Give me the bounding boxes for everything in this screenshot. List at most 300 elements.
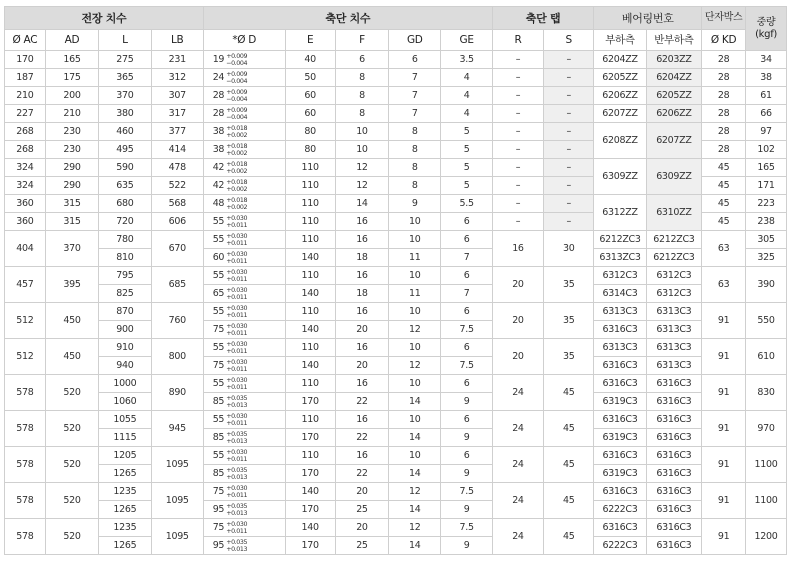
tol-upper: +0.030 <box>226 268 248 276</box>
cell-ge: 7 <box>441 285 492 303</box>
cell-f: 16 <box>335 231 388 249</box>
cell-ac: 578 <box>5 447 46 483</box>
cell-f: 18 <box>335 285 388 303</box>
d-tolerance <box>226 359 247 373</box>
cell-ad: 290 <box>45 177 98 195</box>
d-nominal: 55 <box>212 341 225 353</box>
cell-d <box>203 231 285 249</box>
cell-bearing-antiload: 6310ZZ <box>646 195 701 231</box>
cell-bearing-load: 6222C3 <box>594 501 646 519</box>
d-value <box>208 467 280 481</box>
cell-gd: 7 <box>389 69 441 87</box>
d-value <box>208 233 280 247</box>
spec-table <box>4 6 787 555</box>
cell-lb: 568 <box>151 195 203 213</box>
cell-f: 10 <box>335 141 388 159</box>
cell-r: – <box>492 69 543 87</box>
cell-bearing-load: 6208ZZ <box>594 123 646 159</box>
cell-r: 20 <box>492 303 543 339</box>
cell-f: 25 <box>335 537 388 555</box>
tol-upper: +0.030 <box>226 358 248 366</box>
d-tolerance <box>226 467 247 481</box>
cell-bearing-load: 6313C3 <box>594 339 646 357</box>
cell-bearing-antiload: 6203ZZ <box>646 51 701 69</box>
tol-lower: −0.004 <box>226 77 248 85</box>
cell-gd: 8 <box>389 123 441 141</box>
d-value <box>208 377 280 391</box>
cell-s: – <box>544 69 594 87</box>
cell-ge: 6 <box>441 267 492 285</box>
table-row <box>5 69 787 87</box>
cell-d <box>203 411 285 429</box>
d-nominal: 28 <box>212 107 225 119</box>
d-nominal: 95 <box>212 539 225 551</box>
cell-ad: 290 <box>45 159 98 177</box>
cell-ge: 9 <box>441 465 492 483</box>
d-tolerance <box>226 395 247 409</box>
cell-weight: 171 <box>746 177 787 195</box>
cell-gd: 11 <box>389 285 441 303</box>
d-nominal: 95 <box>212 503 225 515</box>
cell-bearing-antiload: 6316C3 <box>646 537 701 555</box>
table-row <box>5 447 787 465</box>
cell-gd: 8 <box>389 177 441 195</box>
d-tolerance <box>226 233 247 247</box>
d-nominal: 42 <box>212 161 225 173</box>
cell-bearing-antiload: 6205ZZ <box>646 87 701 105</box>
cell-ac: 457 <box>5 267 46 303</box>
table-row <box>5 249 787 267</box>
col-antiload: 반부하측 <box>646 30 701 51</box>
cell-s: – <box>544 159 594 177</box>
cell-s: – <box>544 105 594 123</box>
table-row <box>5 105 787 123</box>
cell-d <box>203 321 285 339</box>
cell-lb: 760 <box>151 303 203 339</box>
cell-weight: 238 <box>746 213 787 231</box>
cell-ge: 5 <box>441 123 492 141</box>
cell-ge: 9 <box>441 429 492 447</box>
cell-ac: 268 <box>5 141 46 159</box>
cell-r: 24 <box>492 519 543 555</box>
tol-lower: +0.011 <box>226 257 248 265</box>
tol-lower: +0.011 <box>226 293 248 301</box>
d-tolerance <box>226 143 247 157</box>
tol-upper: +0.030 <box>226 214 248 222</box>
cell-lb: 1095 <box>151 447 203 483</box>
tol-lower: +0.013 <box>226 437 248 445</box>
col-ad: AD <box>45 30 98 51</box>
d-value <box>208 287 280 301</box>
cell-bearing-load: 6222C3 <box>594 537 646 555</box>
tol-lower: +0.011 <box>226 455 248 463</box>
cell-kd: 28 <box>702 87 746 105</box>
cell-d <box>203 267 285 285</box>
tol-lower: +0.011 <box>226 311 248 319</box>
cell-e: 170 <box>285 465 335 483</box>
cell-ge: 6 <box>441 447 492 465</box>
cell-gd: 14 <box>389 429 441 447</box>
cell-d <box>203 393 285 411</box>
cell-bearing-antiload: 6212ZC3 <box>646 249 701 267</box>
tol-upper: +0.030 <box>226 250 248 258</box>
cell-lb: 606 <box>151 213 203 231</box>
cell-weight: 550 <box>746 303 787 339</box>
cell-gd: 7 <box>389 87 441 105</box>
cell-ac: 360 <box>5 213 46 231</box>
cell-l: 780 <box>99 231 151 249</box>
d-value <box>208 413 280 427</box>
tol-upper: +0.030 <box>226 340 248 348</box>
cell-l: 380 <box>99 105 151 123</box>
d-nominal: 75 <box>212 359 225 371</box>
tol-upper: +0.009 <box>226 70 248 78</box>
cell-e: 140 <box>285 321 335 339</box>
cell-d <box>203 51 285 69</box>
cell-gd: 10 <box>389 267 441 285</box>
cell-l: 370 <box>99 87 151 105</box>
cell-kd: 28 <box>702 105 746 123</box>
tol-upper: +0.030 <box>226 376 248 384</box>
cell-bearing-load: 6206ZZ <box>594 87 646 105</box>
d-tolerance <box>226 287 247 301</box>
cell-f: 18 <box>335 249 388 267</box>
cell-gd: 7 <box>389 105 441 123</box>
d-value <box>208 71 280 85</box>
cell-l: 275 <box>99 51 151 69</box>
cell-lb: 478 <box>151 159 203 177</box>
cell-weight: 165 <box>746 159 787 177</box>
cell-f: 22 <box>335 393 388 411</box>
cell-d <box>203 429 285 447</box>
cell-l: 1060 <box>99 393 151 411</box>
cell-gd: 8 <box>389 159 441 177</box>
cell-bearing-load: 6314C3 <box>594 285 646 303</box>
cell-s: 30 <box>544 231 594 267</box>
cell-lb: 1095 <box>151 519 203 555</box>
d-nominal: 24 <box>212 71 225 83</box>
table-row <box>5 483 787 501</box>
tol-lower: +0.011 <box>226 275 248 283</box>
cell-l: 1000 <box>99 375 151 393</box>
cell-f: 10 <box>335 123 388 141</box>
cell-s: 35 <box>544 267 594 303</box>
cell-bearing-antiload: 6316C3 <box>646 393 701 411</box>
cell-bearing-load: 6316C3 <box>594 519 646 537</box>
col-load: 부하측 <box>594 30 646 51</box>
cell-d <box>203 285 285 303</box>
tol-lower: +0.002 <box>226 167 248 175</box>
cell-gd: 12 <box>389 483 441 501</box>
cell-e: 110 <box>285 195 335 213</box>
d-nominal: 75 <box>212 323 225 335</box>
cell-ge: 6 <box>441 303 492 321</box>
table-row <box>5 429 787 447</box>
cell-e: 140 <box>285 249 335 267</box>
d-value <box>208 305 280 319</box>
tol-lower: +0.011 <box>226 221 248 229</box>
cell-ac: 324 <box>5 177 46 195</box>
cell-r: – <box>492 159 543 177</box>
cell-d <box>203 447 285 465</box>
cell-ac: 512 <box>5 303 46 339</box>
cell-e: 110 <box>285 213 335 231</box>
cell-ge: 4 <box>441 105 492 123</box>
cell-lb: 377 <box>151 123 203 141</box>
cell-d <box>203 213 285 231</box>
table-row <box>5 123 787 141</box>
cell-bearing-load: 6313C3 <box>594 303 646 321</box>
d-tolerance <box>226 89 247 103</box>
cell-gd: 11 <box>389 249 441 267</box>
cell-l: 1265 <box>99 465 151 483</box>
tol-lower: +0.013 <box>226 473 248 481</box>
cell-e: 50 <box>285 69 335 87</box>
cell-l: 870 <box>99 303 151 321</box>
tol-upper: +0.030 <box>226 232 248 240</box>
cell-d <box>203 105 285 123</box>
cell-r: 24 <box>492 411 543 447</box>
cell-ge: 9 <box>441 537 492 555</box>
tol-lower: −0.004 <box>226 59 248 67</box>
cell-bearing-load: 6316C3 <box>594 447 646 465</box>
cell-bearing-antiload: 6206ZZ <box>646 105 701 123</box>
cell-s: – <box>544 141 594 159</box>
cell-r: – <box>492 177 543 195</box>
d-value <box>208 323 280 337</box>
cell-d <box>203 303 285 321</box>
table-row <box>5 231 787 249</box>
cell-gd: 10 <box>389 411 441 429</box>
cell-l: 1205 <box>99 447 151 465</box>
cell-f: 16 <box>335 213 388 231</box>
d-value <box>208 269 280 283</box>
tol-lower: +0.011 <box>226 239 248 247</box>
cell-l: 495 <box>99 141 151 159</box>
col-d: *Ø D <box>203 30 285 51</box>
cell-ac: 512 <box>5 339 46 375</box>
tol-lower: −0.004 <box>226 113 248 121</box>
cell-bearing-load: 6204ZZ <box>594 51 646 69</box>
cell-r: 16 <box>492 231 543 267</box>
cell-bearing-antiload: 6204ZZ <box>646 69 701 87</box>
cell-l: 1265 <box>99 537 151 555</box>
cell-kd: 28 <box>702 141 746 159</box>
tol-upper: +0.009 <box>226 88 248 96</box>
tol-upper: +0.030 <box>226 286 248 294</box>
cell-r: – <box>492 213 543 231</box>
d-value <box>208 179 280 193</box>
cell-weight: 1100 <box>746 447 787 483</box>
cell-r: – <box>492 87 543 105</box>
d-value <box>208 125 280 139</box>
cell-l: 1055 <box>99 411 151 429</box>
cell-ad: 520 <box>45 411 98 447</box>
cell-bearing-antiload: 6316C3 <box>646 483 701 501</box>
cell-f: 16 <box>335 339 388 357</box>
cell-l: 635 <box>99 177 151 195</box>
cell-gd: 14 <box>389 537 441 555</box>
cell-ad: 520 <box>45 519 98 555</box>
cell-bearing-antiload: 6312C3 <box>646 267 701 285</box>
cell-bearing-load: 6319C3 <box>594 429 646 447</box>
cell-r: 20 <box>492 339 543 375</box>
cell-s: 45 <box>544 483 594 519</box>
d-value <box>208 539 280 553</box>
cell-ge: 7.5 <box>441 483 492 501</box>
d-nominal: 42 <box>212 179 225 191</box>
tol-lower: +0.002 <box>226 185 248 193</box>
cell-bearing-load: 6212ZC3 <box>594 231 646 249</box>
d-tolerance <box>226 431 247 445</box>
d-nominal: 85 <box>212 431 225 443</box>
group-motor-header: 전장 치수 <box>5 7 204 30</box>
cell-bearing-load: 6316C3 <box>594 483 646 501</box>
cell-weight: 970 <box>746 411 787 447</box>
cell-d <box>203 177 285 195</box>
d-value <box>208 89 280 103</box>
cell-e: 140 <box>285 285 335 303</box>
table-row <box>5 303 787 321</box>
tol-lower: −0.004 <box>226 95 248 103</box>
col-f: F <box>335 30 388 51</box>
cell-d <box>203 159 285 177</box>
cell-ge: 7.5 <box>441 519 492 537</box>
d-tolerance <box>226 449 247 463</box>
d-value <box>208 161 280 175</box>
col-e: E <box>285 30 335 51</box>
cell-l: 365 <box>99 69 151 87</box>
d-tolerance <box>226 251 247 265</box>
group-bearing-header: 베어링번호 <box>594 7 702 30</box>
cell-f: 22 <box>335 429 388 447</box>
cell-d <box>203 501 285 519</box>
tol-upper: +0.030 <box>226 484 248 492</box>
d-nominal: 85 <box>212 395 225 407</box>
cell-l: 680 <box>99 195 151 213</box>
cell-f: 8 <box>335 69 388 87</box>
d-value <box>208 485 280 499</box>
cell-kd: 91 <box>702 339 746 375</box>
cell-e: 110 <box>285 339 335 357</box>
cell-gd: 14 <box>389 501 441 519</box>
cell-l: 1115 <box>99 429 151 447</box>
cell-ac: 227 <box>5 105 46 123</box>
cell-ge: 5.5 <box>441 195 492 213</box>
cell-e: 110 <box>285 267 335 285</box>
tol-lower: +0.013 <box>226 545 248 553</box>
cell-weight: 305 <box>746 231 787 249</box>
cell-lb: 890 <box>151 375 203 411</box>
table-row <box>5 393 787 411</box>
cell-bearing-antiload: 6207ZZ <box>646 123 701 159</box>
cell-ad: 175 <box>45 69 98 87</box>
cell-d <box>203 141 285 159</box>
cell-ge: 7.5 <box>441 357 492 375</box>
cell-f: 12 <box>335 159 388 177</box>
cell-weight: 223 <box>746 195 787 213</box>
weight-title: 중량 <box>756 16 776 28</box>
d-value <box>208 251 280 265</box>
d-nominal: 65 <box>212 287 225 299</box>
cell-kd: 28 <box>702 123 746 141</box>
d-tolerance <box>226 125 247 139</box>
cell-e: 170 <box>285 393 335 411</box>
cell-ad: 520 <box>45 483 98 519</box>
group-shaft-header: 축단 치수 <box>203 7 492 30</box>
cell-ac: 210 <box>5 87 46 105</box>
cell-f: 20 <box>335 321 388 339</box>
cell-weight: 38 <box>746 69 787 87</box>
col-lb: LB <box>151 30 203 51</box>
cell-ac: 578 <box>5 519 46 555</box>
cell-e: 140 <box>285 483 335 501</box>
tol-upper: +0.030 <box>226 520 248 528</box>
cell-s: – <box>544 123 594 141</box>
d-nominal: 55 <box>212 305 225 317</box>
cell-weight: 1200 <box>746 519 787 555</box>
cell-l: 1235 <box>99 519 151 537</box>
cell-f: 20 <box>335 357 388 375</box>
cell-ge: 9 <box>441 393 492 411</box>
cell-lb: 945 <box>151 411 203 447</box>
cell-lb: 414 <box>151 141 203 159</box>
tol-upper: +0.035 <box>226 538 248 546</box>
cell-f: 22 <box>335 465 388 483</box>
table-body <box>5 51 787 555</box>
cell-e: 80 <box>285 141 335 159</box>
cell-weight: 830 <box>746 375 787 411</box>
cell-weight: 61 <box>746 87 787 105</box>
cell-l: 810 <box>99 249 151 267</box>
cell-l: 460 <box>99 123 151 141</box>
d-tolerance <box>226 53 247 67</box>
cell-weight: 97 <box>746 123 787 141</box>
col-ac: Ø AC <box>5 30 46 51</box>
cell-r: 24 <box>492 483 543 519</box>
d-tolerance <box>226 521 247 535</box>
d-value <box>208 503 280 517</box>
cell-ad: 450 <box>45 303 98 339</box>
cell-bearing-antiload: 6316C3 <box>646 429 701 447</box>
cell-ac: 578 <box>5 411 46 447</box>
cell-s: 45 <box>544 519 594 555</box>
cell-bearing-load: 6312ZZ <box>594 195 646 231</box>
cell-kd: 45 <box>702 159 746 177</box>
cell-bearing-load: 6316C3 <box>594 321 646 339</box>
table-row <box>5 339 787 357</box>
cell-weight: 102 <box>746 141 787 159</box>
cell-e: 60 <box>285 105 335 123</box>
cell-kd: 45 <box>702 195 746 213</box>
cell-ac: 360 <box>5 195 46 213</box>
cell-ad: 315 <box>45 213 98 231</box>
cell-f: 16 <box>335 267 388 285</box>
cell-ge: 4 <box>441 87 492 105</box>
cell-ge: 5 <box>441 159 492 177</box>
cell-d <box>203 357 285 375</box>
cell-d <box>203 465 285 483</box>
cell-e: 170 <box>285 429 335 447</box>
group-weight-header <box>746 7 787 51</box>
cell-ac: 170 <box>5 51 46 69</box>
d-value <box>208 215 280 229</box>
d-value <box>208 341 280 355</box>
cell-bearing-antiload: 6316C3 <box>646 411 701 429</box>
cell-e: 110 <box>285 231 335 249</box>
cell-weight: 390 <box>746 267 787 303</box>
cell-d <box>203 375 285 393</box>
